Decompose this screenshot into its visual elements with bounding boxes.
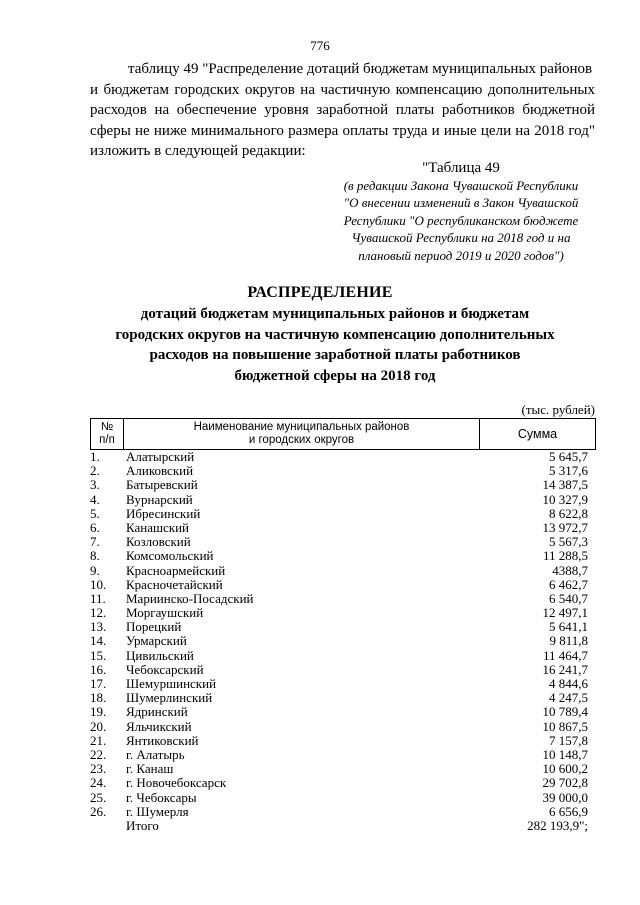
row-value: 13 972,7	[542, 519, 588, 535]
row-name: Итого	[126, 817, 159, 833]
row-number: 3.	[90, 477, 100, 493]
table-row	[90, 634, 596, 648]
row-name: Ибресинский	[126, 505, 201, 521]
header-name-line2: и городских округов	[248, 434, 355, 446]
row-value: 5 641,1	[549, 619, 588, 635]
table-row	[90, 493, 596, 507]
table-row	[90, 720, 596, 734]
table-row	[90, 805, 596, 819]
row-value: 10 789,4	[542, 704, 588, 720]
table-row	[90, 620, 596, 634]
header-sum: Сумма	[517, 426, 558, 441]
row-name: Янтиковский	[126, 732, 199, 748]
table-row	[90, 549, 596, 563]
row-value: 282 193,9";	[527, 817, 588, 833]
table-row	[90, 535, 596, 549]
row-number: 13.	[90, 619, 107, 635]
row-value: 4 247,5	[549, 690, 588, 706]
row-name: Цивильский	[126, 647, 194, 663]
row-value: 8 622,8	[549, 505, 588, 521]
row-number: 21.	[90, 732, 107, 748]
table-row	[90, 564, 596, 578]
header-number-line2: п/п	[99, 434, 115, 446]
table-row	[90, 663, 596, 677]
subtitle-line: дотаций бюджетам муниципальных районов и бюджетам	[140, 306, 530, 322]
header-number-line1: №	[100, 421, 114, 433]
row-name: Урмарский	[126, 633, 187, 649]
row-value: 7 157,8	[549, 732, 588, 748]
subtitle-line: городских округов на частичную компенсацию дополнительных	[115, 326, 555, 343]
row-number: 26.	[90, 803, 107, 819]
table-row	[90, 592, 596, 606]
row-value: 5 645,7	[549, 449, 588, 464]
row-number: 23.	[90, 761, 107, 777]
row-value: 29 702,8	[542, 775, 588, 791]
table-row	[90, 819, 596, 833]
row-name: Батыревский	[126, 477, 198, 493]
intro-rest: и бюджетам городских округов на частичную компенсацию дополнительных расходов на обеспечение уровня заработной платы работников бюджетной сферы не ниже минимального размера оплаты труда и иные цели на 2018 год" изложить в следующей редакции:	[90, 81, 595, 160]
row-value: 10 600,2	[542, 761, 588, 777]
row-value: 6 462,7	[549, 576, 588, 592]
row-name: Шумерлинский	[126, 690, 213, 706]
document-subtitle	[100, 304, 570, 386]
header-name	[124, 419, 480, 449]
subtitle-line: расходов на повышение заработной платы работников	[149, 347, 521, 363]
row-name: Аликовский	[126, 463, 194, 479]
subtitle-line: бюджетной сферы на 2018 год	[234, 367, 436, 384]
row-name: Шемуршинский	[126, 676, 217, 691]
table-row	[90, 578, 596, 592]
row-number: 25.	[90, 789, 107, 805]
row-name: Порецкий	[126, 619, 182, 635]
row-number: 1.	[90, 449, 100, 464]
header-name-line1: Наименование муниципальных районов	[193, 421, 410, 433]
edition-note-line: (в редакции Закона Чувашской Республики	[343, 178, 579, 193]
document-title: РАСПРЕДЕЛЕНИЕ	[247, 284, 393, 301]
table-row	[90, 705, 596, 719]
table-row	[90, 478, 596, 492]
row-name: Комсомольский	[126, 548, 214, 564]
table-row	[90, 649, 596, 663]
edition-note-line: "О внесении изменений в Закон Чувашской	[343, 195, 579, 211]
row-value: 6 540,7	[549, 590, 588, 606]
table-reference: "Таблица 49	[422, 160, 500, 176]
row-number	[90, 819, 126, 833]
row-name: Чебоксарский	[126, 661, 204, 677]
row-number: 22.	[90, 746, 107, 762]
row-number: 20.	[90, 718, 107, 734]
row-number: 18.	[90, 690, 107, 706]
row-number: 12.	[90, 605, 107, 621]
row-name: Красноармейский	[126, 562, 226, 578]
row-value: 14 387,5	[542, 477, 588, 493]
table-row	[90, 507, 596, 521]
row-number: 5.	[90, 505, 100, 521]
row-name: Яльчикский	[126, 718, 192, 734]
table-body	[90, 450, 596, 833]
edition-note-line: плановый период 2019 и 2020 годов")	[358, 247, 564, 263]
row-name: г. Чебоксары	[126, 789, 197, 805]
row-value: 10 148,7	[542, 746, 588, 762]
row-number: 17.	[90, 676, 107, 691]
edition-note-line: Республики "О республиканском бюджете	[343, 212, 579, 228]
row-number: 19.	[90, 704, 107, 720]
row-name: Моргаушский	[126, 605, 204, 621]
row-number: 4.	[90, 491, 100, 507]
row-name: г. Шумерля	[126, 803, 189, 819]
table-row	[90, 606, 596, 620]
table-row	[90, 464, 596, 478]
header-number	[91, 419, 124, 449]
row-name: г. Алатырь	[126, 746, 185, 762]
row-number: 10.	[90, 576, 107, 592]
row-number: 11.	[90, 590, 106, 606]
row-value: 5 567,3	[549, 534, 588, 550]
row-name: г. Новочебоксарск	[126, 775, 227, 791]
row-number: 24.	[90, 775, 107, 791]
row-value: 10 867,5	[542, 718, 588, 734]
unit-label: (тыс. рублей)	[521, 402, 595, 417]
row-number: 15.	[90, 647, 107, 663]
row-value: 5 317,6	[549, 463, 588, 479]
row-name: Ядринский	[126, 704, 188, 720]
row-number: 14.	[90, 633, 107, 649]
row-name: г. Канаш	[126, 761, 174, 777]
table-row	[90, 521, 596, 535]
table-row	[90, 762, 596, 776]
row-value: 12 497,1	[542, 605, 588, 621]
row-name: Канашский	[126, 519, 190, 535]
table-row	[90, 691, 596, 705]
row-number: 6.	[90, 519, 100, 535]
table-row	[90, 450, 596, 464]
table-row	[90, 677, 596, 691]
row-value: 39 000,0	[542, 789, 588, 805]
row-name: Алатырский	[126, 449, 195, 464]
edition-note	[326, 177, 596, 264]
row-value: 11 464,7	[542, 647, 588, 663]
row-value: 10 327,9	[542, 491, 588, 507]
page-number: 776	[310, 38, 330, 53]
row-value: 4388,7	[552, 562, 588, 578]
intro-first-line: таблицу 49 "Распределение дотаций бюджетам муниципальных районов	[128, 61, 593, 77]
row-value: 11 288,5	[542, 548, 588, 564]
row-number: 16.	[90, 661, 107, 677]
table-row	[90, 776, 596, 790]
row-value: 9 811,8	[549, 633, 588, 649]
row-value: 6 656,9	[549, 803, 588, 819]
edition-note-line: Чувашской Республики на 2018 год и на	[351, 230, 571, 246]
row-name: Мариинско-Посадский	[126, 590, 254, 606]
row-value: 4 844,6	[549, 676, 588, 691]
row-name: Красночетайский	[126, 576, 223, 592]
table-row	[90, 748, 596, 762]
row-number: 2.	[90, 463, 100, 479]
table-row	[90, 734, 596, 748]
row-name: Вурнарский	[126, 491, 193, 507]
row-number: 8.	[90, 548, 100, 564]
table-row	[90, 791, 596, 805]
intro-paragraph	[90, 59, 595, 162]
row-name: Козловский	[126, 534, 191, 550]
row-number: 7.	[90, 534, 100, 550]
table-header	[90, 418, 596, 450]
row-number: 9.	[90, 562, 100, 578]
row-value: 16 241,7	[542, 661, 588, 677]
